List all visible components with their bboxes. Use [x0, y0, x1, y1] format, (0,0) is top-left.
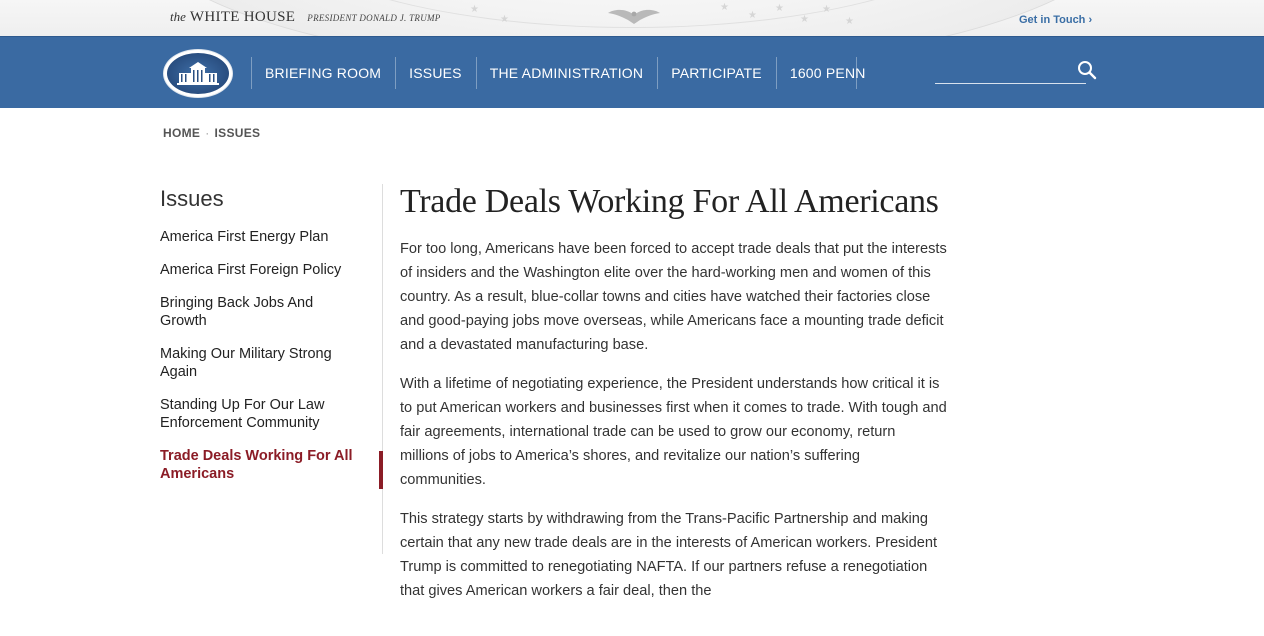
wordmark-president: PRESIDENT DONALD J. TRUMP [307, 13, 441, 23]
breadcrumb-separator: · [205, 126, 210, 140]
article-paragraph: This strategy starts by withdrawing from the Trans-Pacific Partnership and making certain that any new trade deals are in the interests of American workers. President Trump is committed to renegotiating NAFTA. If our partners refuse a renegotiation that gives American workers a fair deal, then the [400, 511, 937, 599]
article [400, 183, 948, 618]
site-wordmark[interactable] [170, 8, 441, 26]
top-strip [0, 0, 1264, 36]
wordmark-name: WHITE HOUSE [189, 9, 296, 25]
nav-item-participate[interactable]: PARTICIPATE [657, 37, 776, 109]
star-icon: ★ [748, 10, 757, 21]
sidebar-divider [382, 184, 383, 554]
issues-sidebar [160, 186, 370, 498]
star-icon: ★ [500, 14, 509, 25]
breadcrumb-home[interactable]: HOME [163, 126, 201, 140]
sidebar-item-military[interactable]: Making Our Military Strong Again [160, 346, 332, 380]
article-paragraph: For too long, Americans have been forced to accept trade deals that put the interests of insiders and the Washington elite over the hard-working men and women of this country. As a result, blue-collar towns and cities have watched their factories close and good-paying jobs move overseas, while Americans face a mounting trade deficit and a devastated manufacturing base. [400, 241, 947, 353]
sidebar-title: Issues [160, 186, 224, 211]
search-input[interactable] [935, 62, 1086, 84]
search-icon[interactable] [1077, 60, 1097, 80]
star-icon: ★ [720, 2, 729, 13]
sidebar-list [160, 228, 370, 483]
active-item-marker [379, 451, 383, 489]
nav-item-issues[interactable]: ISSUES [395, 37, 476, 109]
sidebar-item-jobs-growth[interactable]: Bringing Back Jobs And Growth [160, 295, 314, 329]
white-house-logo-icon[interactable] [163, 49, 233, 98]
wordmark-prefix: the [170, 9, 186, 24]
breadcrumb [163, 126, 260, 140]
breadcrumb-issues[interactable]: ISSUES [214, 126, 261, 140]
sidebar-item-foreign-policy[interactable]: America First Foreign Policy [160, 262, 342, 278]
nav-item-1600-penn[interactable]: 1600 PENN [776, 37, 880, 109]
sidebar-item-energy-plan[interactable]: America First Energy Plan [160, 229, 329, 245]
sidebar-item-trade-deals[interactable]: Trade Deals Working For All Americans [160, 448, 353, 482]
nav-list [251, 37, 880, 109]
page-title: Trade Deals Working For All Americans [400, 183, 939, 220]
star-icon: ★ [822, 4, 831, 15]
eagle-seal-icon [606, 6, 662, 28]
get-in-touch-link[interactable]: Get in Touch › [1019, 14, 1093, 26]
star-icon: ★ [800, 14, 809, 25]
article-paragraph: With a lifetime of negotiating experience, the President understands how critical it is to put American workers and businesses first when it comes to trade. With tough and fair agreements, international trade can be used to grow our economy, return millions of jobs to America’s shores, and revitalize our nation’s suffering communities. [400, 376, 947, 488]
sidebar-item-law-enforcement[interactable]: Standing Up For Our Law Enforcement Community [160, 397, 325, 431]
nav-item-the-administration[interactable]: THE ADMINISTRATION [476, 37, 657, 109]
nav-item-briefing-room[interactable]: BRIEFING ROOM [251, 37, 395, 109]
star-icon: ★ [775, 3, 784, 14]
nav-divider [856, 57, 857, 89]
star-icon: ★ [845, 16, 854, 27]
star-icon: ★ [470, 4, 479, 15]
